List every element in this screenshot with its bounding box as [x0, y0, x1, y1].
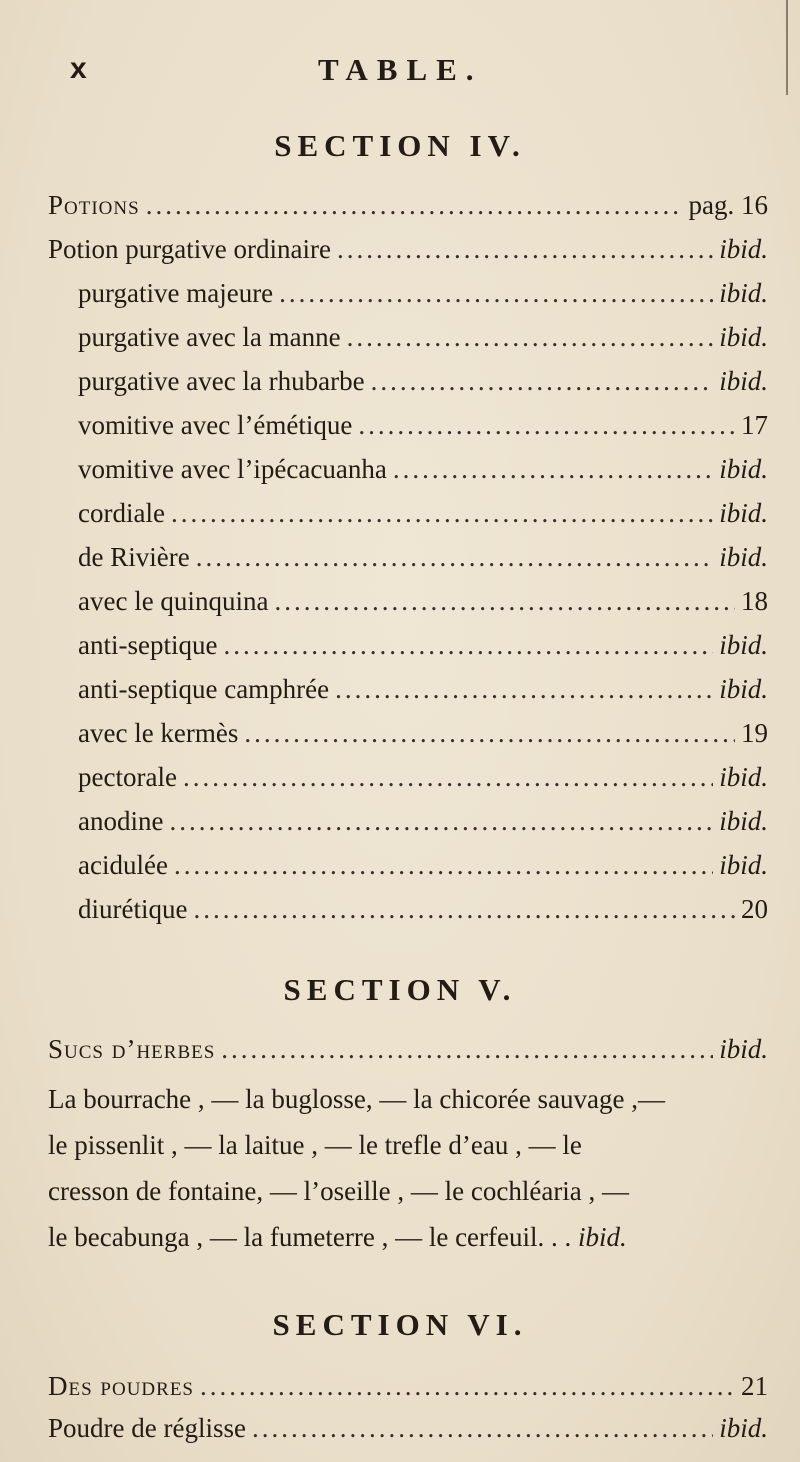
entry-page: pag. 16: [688, 190, 768, 220]
entry-page: ibid.: [719, 762, 768, 792]
entry-label: purgative avec la rhubarbe: [78, 366, 365, 396]
toc-entry: [48, 1034, 768, 1078]
entry-page: 20: [741, 894, 768, 924]
entry-label: acidulée: [78, 850, 168, 880]
dot-leader: [174, 850, 713, 881]
toc-entry: [48, 190, 768, 234]
entry-page: ibid.: [719, 1413, 768, 1443]
running-header: [0, 52, 800, 92]
entry-label: purgative avec la manne: [78, 322, 341, 352]
toc-entry: [78, 278, 768, 322]
toc-entry: [78, 410, 768, 454]
entry-label: anti-septique camphrée: [78, 674, 330, 704]
entry-page: ibid.: [719, 542, 768, 572]
dot-leader: [171, 498, 713, 529]
dot-leader: [252, 1413, 713, 1444]
entry-label: Potions: [48, 190, 140, 220]
entry-page: ibid.: [719, 630, 768, 660]
entry-page: ibid.: [719, 454, 768, 484]
dot-leader: [371, 366, 714, 397]
entry-page: 17: [741, 410, 768, 440]
dot-leader: [193, 894, 735, 925]
entry-label: avec le kermès: [78, 718, 239, 748]
entry-label: pectorale: [78, 762, 177, 792]
dot-leader: [393, 454, 713, 485]
entry-page: ibid.: [719, 674, 768, 704]
entry-page: 18: [741, 586, 768, 616]
toc-entry: [78, 366, 768, 410]
entry-label: avec le quinquina: [78, 586, 269, 616]
paragraph-line: La bourrache , — la buglosse, — la chicorée sauvage ,—: [48, 1084, 666, 1114]
dot-leader: [183, 762, 713, 793]
paragraph-line: cresson de fontaine, — l’oseille , — le cochléaria , —: [48, 1176, 630, 1206]
entry-label: Sucs d’herbes: [48, 1034, 216, 1064]
entry-page: ibid.: [719, 234, 768, 264]
entry-label: anti-septique: [78, 630, 218, 660]
paragraph-line-last: [48, 1214, 766, 1260]
paragraph-line: le becabunga , — la fumeterre , — le cerfeuil. . .: [48, 1222, 572, 1252]
entry-label: purgative majeure: [78, 278, 274, 308]
entry-label: Potion purgative ordinaire: [48, 234, 331, 264]
entry-page: ibid.: [719, 806, 768, 836]
dot-leader: [335, 674, 713, 705]
running-title: TABLE.: [318, 52, 483, 87]
entry-label: cordiale: [78, 498, 165, 528]
dot-leader: [337, 234, 713, 265]
entry-label: vomitive avec l’émétique: [78, 410, 353, 440]
dot-leader: [221, 1034, 713, 1065]
dot-leader: [146, 190, 683, 221]
toc-entry: [78, 674, 768, 718]
toc-entry: [78, 718, 768, 762]
dot-leader: [200, 1371, 735, 1402]
paragraph-page: ibid.: [578, 1222, 627, 1252]
entry-label: anodine: [78, 806, 164, 836]
dot-leader: [223, 630, 713, 661]
toc-entry: [78, 542, 768, 586]
toc-entry: [78, 894, 768, 938]
dot-leader: [358, 410, 735, 441]
dot-leader: [274, 586, 735, 617]
toc-entry: [78, 586, 768, 630]
entry-label: de Rivière: [78, 542, 190, 572]
entry-page: ibid.: [719, 278, 768, 308]
page-marker: x: [70, 52, 87, 85]
herb-list-paragraph: [48, 1076, 766, 1260]
toc-entry: [48, 1371, 768, 1415]
section-vi-heading: SECTION VI.: [272, 1307, 528, 1342]
toc-entry: [78, 498, 768, 542]
dot-leader: [347, 322, 714, 353]
dot-leader: [279, 278, 713, 309]
section-v-heading: SECTION V.: [283, 972, 517, 1007]
toc-entry: [78, 806, 768, 850]
toc-entry: [78, 762, 768, 806]
entry-page: ibid.: [719, 850, 768, 880]
paragraph-line: le pissenlit , — la laitue , — le trefle d’eau , — le: [48, 1130, 582, 1160]
dot-leader: [196, 542, 714, 573]
entry-page: ibid.: [719, 1034, 768, 1064]
dot-leader: [169, 806, 713, 837]
toc-entry: [48, 1413, 768, 1457]
entry-page: 19: [741, 718, 768, 748]
entry-page: ibid.: [719, 322, 768, 352]
toc-entry: [78, 850, 768, 894]
entry-page: 21: [741, 1371, 768, 1401]
toc-entry: [78, 322, 768, 366]
entry-label: Poudre de réglisse: [48, 1413, 246, 1443]
toc-entry: [78, 454, 768, 498]
entry-label: vomitive avec l’ipécacuanha: [78, 454, 387, 484]
dot-leader: [244, 718, 735, 749]
entry-label: diurétique: [78, 894, 188, 924]
entry-label: Des poudres: [48, 1371, 194, 1401]
toc-entry: [48, 234, 768, 278]
entry-page: ibid.: [719, 498, 768, 528]
toc-entry: [78, 630, 768, 674]
entry-page: ibid.: [719, 366, 768, 396]
section-iv-heading: SECTION IV.: [274, 128, 526, 163]
